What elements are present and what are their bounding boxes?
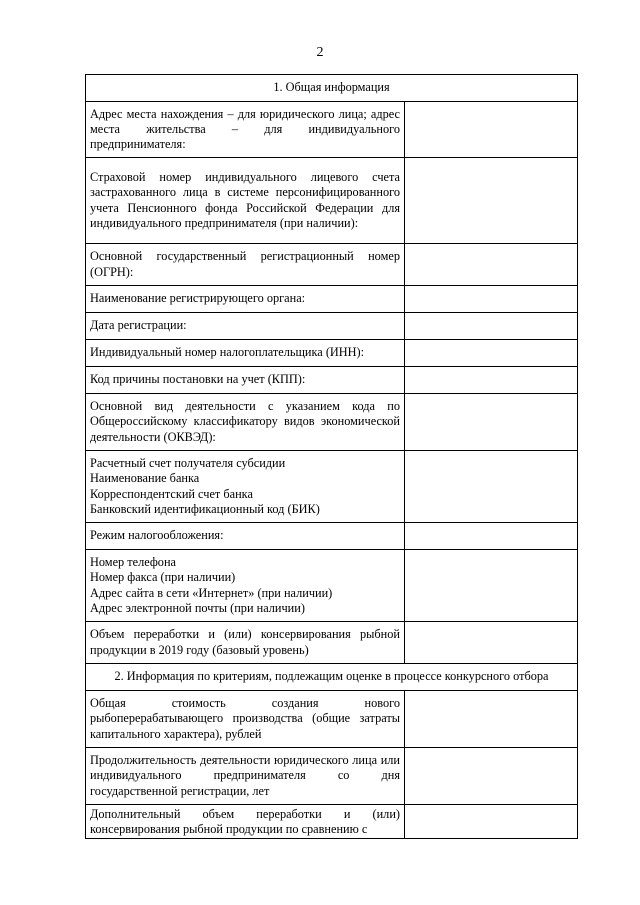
website-line: Адрес сайта в сети «Интернет» (при наличии) <box>90 585 333 600</box>
fax-line: Номер факса (при наличии) <box>90 570 236 585</box>
email-line: Адрес электронной почты (при наличии) <box>90 600 305 615</box>
table-row <box>86 622 578 664</box>
table-row <box>86 523 578 550</box>
table-row <box>86 451 578 523</box>
table-row <box>86 158 578 244</box>
table-row <box>86 313 578 340</box>
info-form-table <box>85 74 578 839</box>
okved-value-cell[interactable] <box>405 394 578 451</box>
kpp-value-cell[interactable] <box>405 367 578 394</box>
registration-date-value-cell[interactable] <box>405 313 578 340</box>
section-1-header-row <box>86 75 578 102</box>
okved-label: Основной вид деятельности с указанием кода по Общероссийскому классификатору видов экономической деятельности (ОКВЭД): <box>86 394 405 451</box>
registering-authority-value-cell[interactable] <box>405 286 578 313</box>
table-row <box>86 286 578 313</box>
tax-regime-label: Режим налогообложения: <box>86 523 405 550</box>
table-row <box>86 244 578 286</box>
ogrn-value-cell[interactable] <box>405 244 578 286</box>
total-cost-label: Общая стоимость создания нового рыбоперерабатывающего производства (общие затраты капитального характера), рублей <box>86 691 405 748</box>
snils-label: Страховой номер индивидуального лицевого счета застрахованного лица в системе персонифицированного учета Пенсионного фонда Российской Федерации для индивидуального предпринимателя (при наличии): <box>86 158 405 244</box>
table-row <box>86 691 578 748</box>
bank-details-value-cell[interactable] <box>405 451 578 523</box>
table-row <box>86 805 578 839</box>
table-row <box>86 394 578 451</box>
table-row <box>86 550 578 622</box>
additional-volume-label: Дополнительный объем переработки и (или) консервирования рыбной продукции по сравнению с <box>86 805 405 839</box>
registration-date-label: Дата регистрации: <box>86 313 405 340</box>
bik-line: Банковский идентификационный код (БИК) <box>90 501 320 516</box>
ogrn-label: Основной государственный регистрационный номер (ОГРН): <box>86 244 405 286</box>
section-1-title: 1. Общая информация <box>86 75 578 102</box>
table-row <box>86 367 578 394</box>
base-volume-label: Объем переработки и (или) консервирования рыбной продукции в 2019 году (базовый уровень) <box>86 622 405 664</box>
activity-duration-value-cell[interactable] <box>405 748 578 805</box>
registering-authority-label: Наименование регистрирующего органа: <box>86 286 405 313</box>
table-row <box>86 340 578 367</box>
contacts-label <box>86 550 405 622</box>
tax-regime-value-cell[interactable] <box>405 523 578 550</box>
total-cost-value-cell[interactable] <box>405 691 578 748</box>
address-label: Адрес места нахождения – для юридического лица; адрес места жительства – для индивидуального предпринимателя: <box>86 102 405 158</box>
activity-duration-label: Продолжительность деятельности юридического лица или индивидуального предпринимателя со дня государственной регистрации, лет <box>86 748 405 805</box>
bank-name-line: Наименование банка <box>90 471 200 486</box>
page-number: 2 <box>316 45 324 60</box>
additional-volume-value-cell[interactable] <box>405 805 578 839</box>
settlement-account-line: Расчетный счет получателя субсидии <box>90 456 286 471</box>
table-row <box>86 748 578 805</box>
snils-value-cell[interactable] <box>405 158 578 244</box>
bank-details-label <box>86 451 405 523</box>
section-2-header-row <box>86 664 578 691</box>
section-2-title: 2. Информация по критериям, подлежащим оценке в процессе конкурсного отбора <box>86 664 578 691</box>
table-row <box>86 102 578 158</box>
kpp-label: Код причины постановки на учет (КПП): <box>86 367 405 394</box>
address-value-cell[interactable] <box>405 102 578 158</box>
contacts-value-cell[interactable] <box>405 550 578 622</box>
correspondent-account-line: Корреспондентский счет банка <box>90 486 253 501</box>
phone-line: Номер телефона <box>90 555 176 570</box>
inn-value-cell[interactable] <box>405 340 578 367</box>
inn-label: Индивидуальный номер налогоплательщика (ИНН): <box>86 340 405 367</box>
base-volume-value-cell[interactable] <box>405 622 578 664</box>
